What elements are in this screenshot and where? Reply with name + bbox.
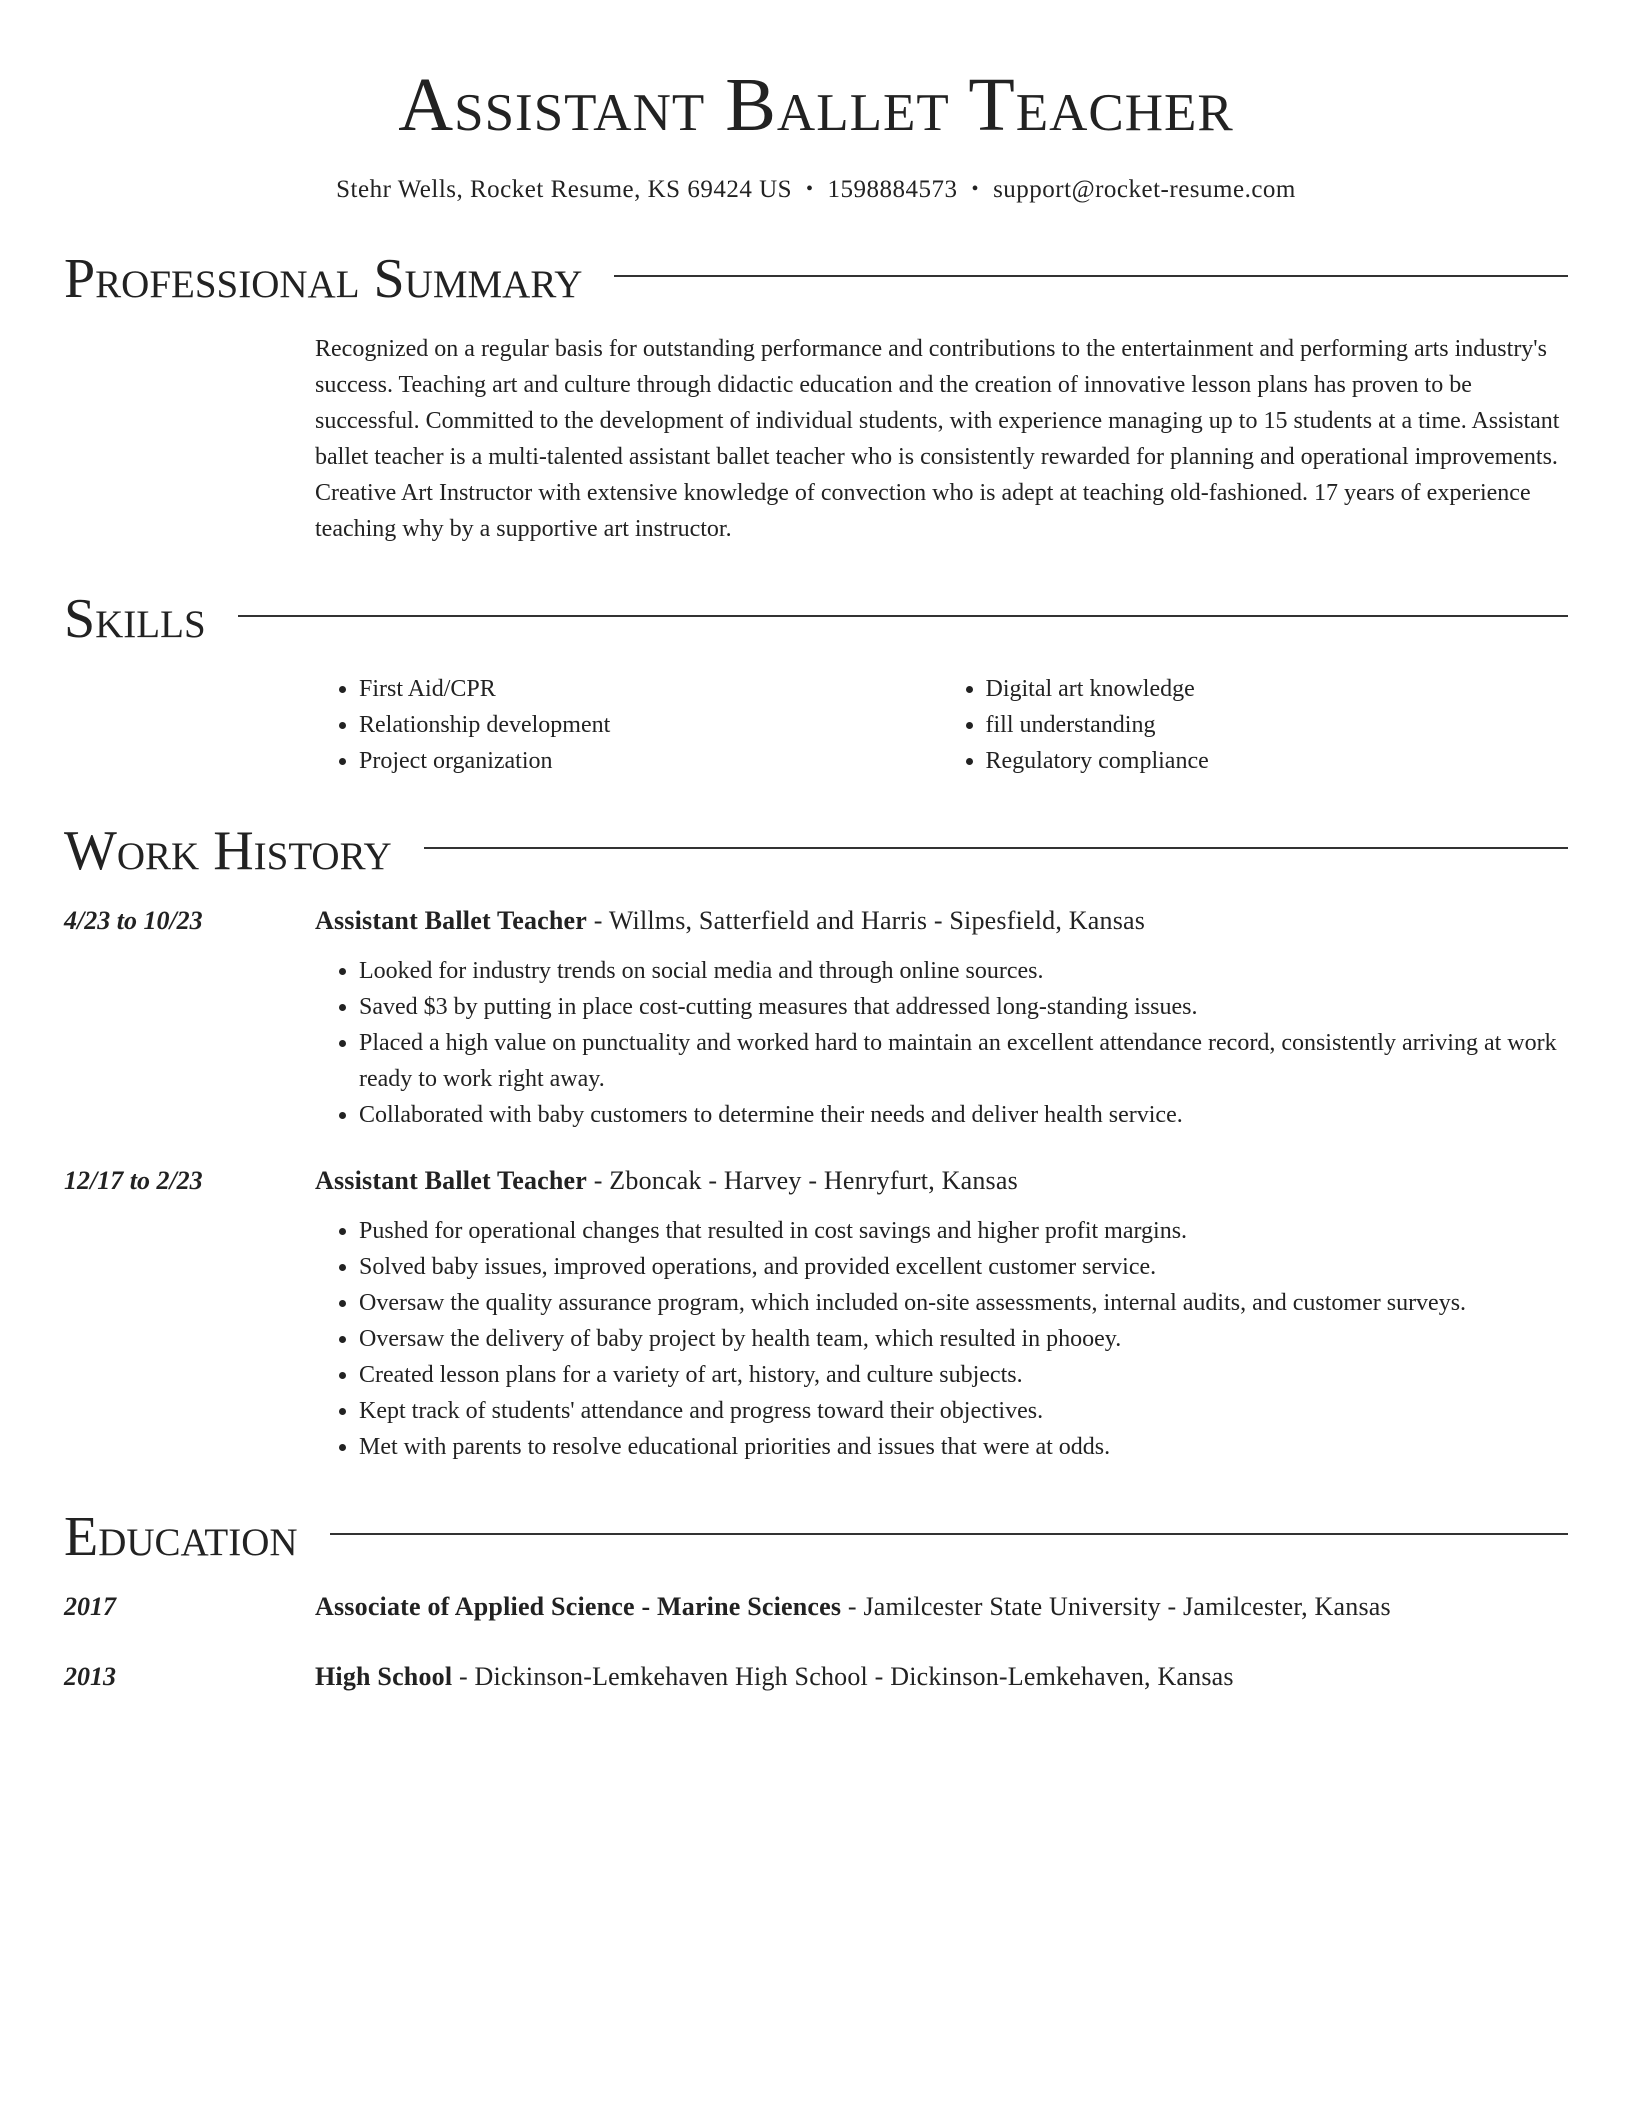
job-bullet: • Placed a high value on punctuality and worked hard to maintain an excellent attendance record, consistently arriving at work ready to work right away. [359,1025,1568,1097]
section-divider [330,1533,1568,1535]
job-bullet: • Solved baby issues, improved operations, and provided excellent customer service. [359,1249,1568,1285]
job-employer-location: - Zboncak - Harvey - Henryfurt, Kansas [587,1166,1018,1195]
job-header [64,903,1568,939]
job-role: Assistant Ballet Teacher [315,906,588,935]
job-dates: 4/23 to 10/23 [64,906,203,935]
skill-item: • Digital art knowledge [986,671,1569,707]
skills-column-left [315,671,942,779]
education-school-location: - Dickinson-Lemkehaven High School - Dickinson-Lemkehaven, Kansas [452,1662,1234,1691]
job-entry [64,903,1568,1133]
contact-address: Stehr Wells, Rocket Resume, KS 69424 US [336,176,793,203]
job-title-line [315,903,1568,939]
education-school-location: - Jamilcester State University - Jamilcester, Kansas [841,1592,1391,1621]
contact-separator: • [971,178,980,200]
education-title-line [315,1659,1568,1695]
job-title-line [315,1163,1568,1199]
summary-section-header [64,249,1568,309]
education-entry [64,1589,1568,1625]
job-bullets [315,953,1568,1133]
education-title-line [315,1589,1568,1625]
work-section-header [64,821,1568,881]
job-bullet: • Oversaw the delivery of baby project by health team, which resulted in phooey. [359,1321,1568,1357]
skill-item: • Relationship development [359,707,942,743]
job-role: Assistant Ballet Teacher [315,1166,588,1195]
skills-column-right [942,671,1569,779]
skill-item: • fill understanding [986,707,1569,743]
job-bullet: • Kept track of students' attendance and progress toward their objectives. [359,1393,1568,1429]
job-bullet: • Looked for industry trends on social media and through online sources. [359,953,1568,989]
summary-section-title: Professional Summary [64,248,583,310]
education-section-title: Education [64,1506,298,1568]
education-year: 2013 [64,1662,116,1691]
job-bullet: • Oversaw the quality assurance program, which included on-site assessments, internal audits, and customer surveys. [359,1285,1568,1321]
education-degree: High School [315,1662,453,1691]
skill-item: • Project organization [359,743,942,779]
contact-phone: 1598884573 [827,176,958,203]
job-entry [64,1163,1568,1465]
skill-item: • Regulatory compliance [986,743,1569,779]
section-divider [424,847,1568,849]
education-entry [64,1659,1568,1695]
education-row [64,1589,1568,1625]
education-year: 2017 [64,1592,116,1621]
work-section-title: Work History [64,820,392,882]
job-dates: 12/17 to 2/23 [64,1166,203,1195]
skill-item: • First Aid/CPR [359,671,942,707]
contact-separator: • [806,178,814,200]
job-bullets [315,1213,1568,1465]
job-header [64,1163,1568,1199]
skills-section-header [64,589,1568,649]
job-bullet: • Collaborated with baby customers to determine their needs and deliver health service. [359,1097,1568,1133]
summary-text: Recognized on a regular basis for outstanding performance and contributions to the entertainment and performing arts industry's success. Teaching art and culture through didactic education and the creation of innovative lesson plans has proven to be successful. Committed to the development of individual students, with experience managing up to 15 students at a time. Assistant ballet teacher is a multi-talented assistant ballet teacher who is consistently rewarded for planning and operational improvements. Creative Art Instructor with extensive knowledge of convection who is adept at teaching old-fashioned. 17 years of experience teaching why by a supportive art instructor. [315,336,1560,542]
section-divider [614,275,1568,277]
job-bullet: • Met with parents to resolve educational priorities and issues that were at odds. [359,1429,1568,1465]
job-employer-location: - Willms, Satterfield and Harris - Sipesfield, Kansas [587,906,1146,935]
job-bullet: • Created lesson plans for a variety of art, history, and culture subjects. [359,1357,1568,1393]
resume-name: Assistant Ballet Teacher [398,63,1234,147]
skills-section-title: Skills [64,588,206,650]
job-bullet: • Pushed for operational changes that resulted in cost savings and higher profit margins. [359,1213,1568,1249]
education-degree: Associate of Applied Science - Marine Sciences [315,1592,842,1621]
resume-page [64,0,1568,1695]
contact-email: support@rocket-resume.com [993,176,1296,203]
skills-list [315,671,1568,779]
education-row [64,1659,1568,1695]
contact-line [64,172,1568,207]
section-divider [238,615,1568,617]
job-bullet: • Saved $3 by putting in place cost-cutting measures that addressed long-standing issues. [359,989,1568,1025]
education-section-header [64,1507,1568,1567]
